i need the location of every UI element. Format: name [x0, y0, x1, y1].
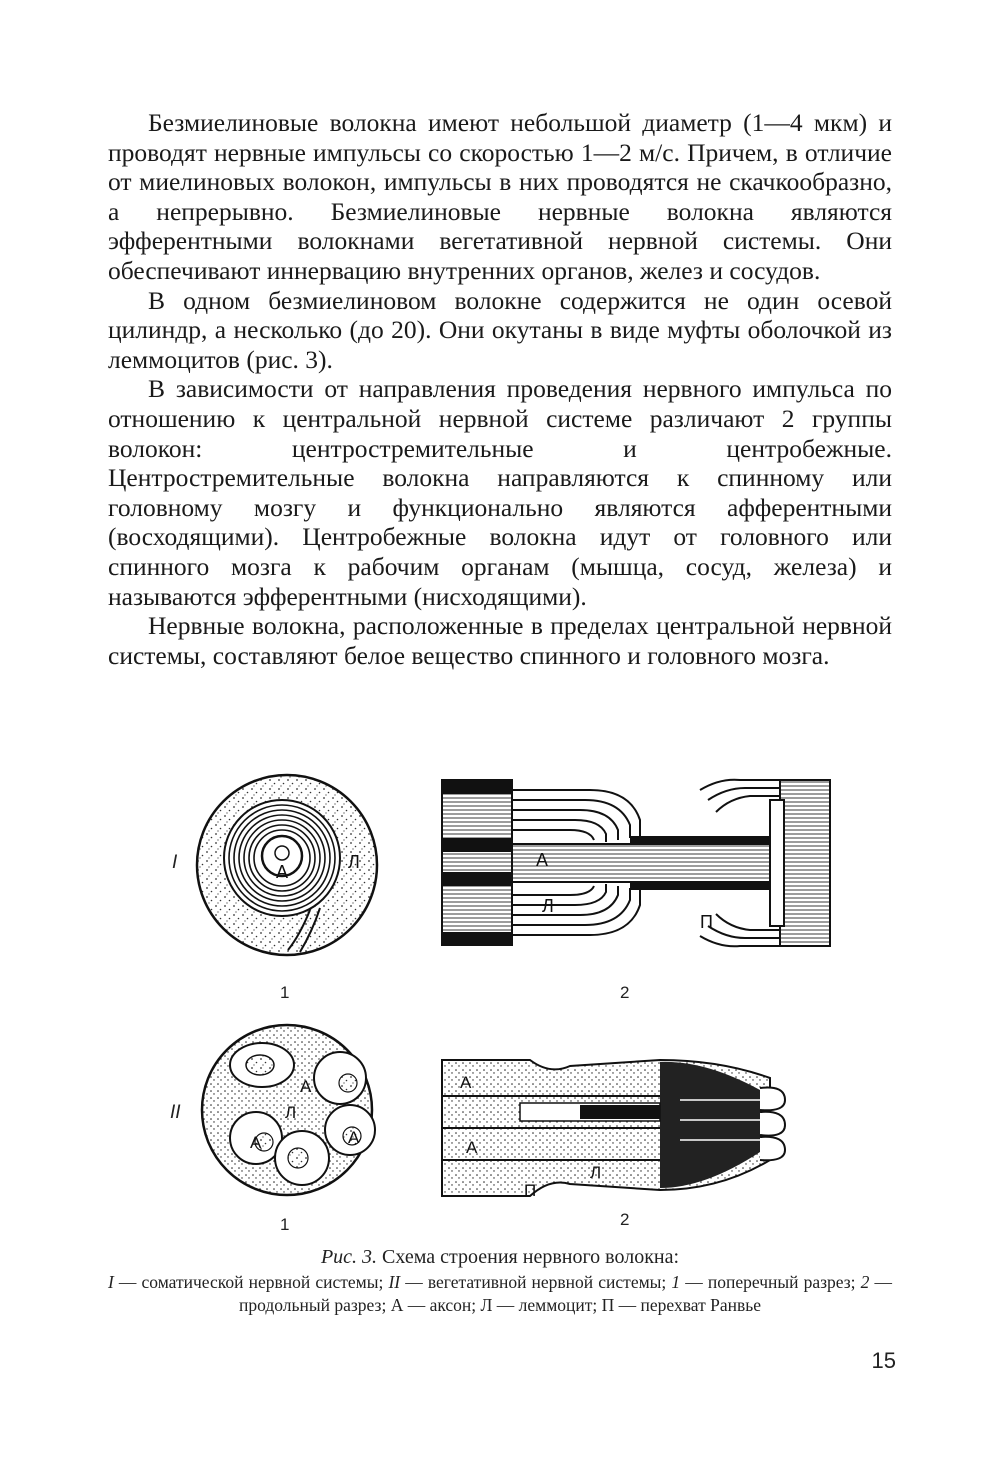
paragraph-4: Нервные волокна, расположенные в пределах центральной нервной системы, составляют белое вещество спинного и головного мозга.: [108, 611, 892, 670]
panel-I-2-longitudinal-section: [442, 778, 830, 948]
figure-nerve-fiber: [160, 760, 840, 1235]
panel-number: 1: [280, 1215, 290, 1234]
label-node: П: [524, 1181, 537, 1200]
label-axon: А: [276, 862, 289, 882]
row-label-II: II: [170, 1102, 181, 1123]
caption-text: — соматической нервной системы;: [113, 1272, 389, 1292]
caption-description: [108, 1271, 892, 1317]
paragraph-2: В одном безмиелиновом волокне содержится не один осевой цилиндр, а несколько (до 20). Они окутаны в виде муфты оболочкой из леммоцитов (рис. 3).: [108, 285, 892, 374]
caption-text: — поперечный разрез;: [680, 1272, 861, 1292]
caption-mark: 1: [671, 1272, 681, 1292]
row-label-I: I: [172, 852, 178, 873]
caption-label: Рис. 3.: [320, 1246, 378, 1268]
panel-number: 2: [620, 983, 630, 1002]
label-lemmocyte: Л: [542, 896, 554, 916]
panel-I-1-cross-section: [197, 775, 377, 955]
label-axon: А: [460, 1073, 472, 1092]
caption-text: — продольный разрез; А — аксон; Л — леммоцит; П — перехват Ранвье: [239, 1272, 893, 1315]
figure-drawing: [160, 760, 840, 1235]
caption-mark: II: [388, 1272, 401, 1292]
label-lemmocyte: Л: [590, 1163, 602, 1182]
panel-number: 2: [620, 1210, 630, 1229]
panel-number: 1: [280, 983, 290, 1002]
caption-text: — вегетативной нервной системы;: [400, 1272, 672, 1292]
caption-mark: I: [108, 1272, 114, 1292]
paragraph-3: В зависимости от направления проведения нервного импульса по отношению к центральной нервной системе различают 2 группы волокон: центростремительные и центробежные. Центростремительные волокна направляются к спинному или головному мозгу и функционально являются афферентными (восходящими). Центробежные волокна идут от головного или спинного мозга к рабочим органам (мышца, сосуд, железа) и называются эфферентными (нисходящими).: [108, 374, 892, 611]
caption-mark: 2: [860, 1272, 870, 1292]
caption-title: Схема строения нервного волокна:: [382, 1246, 680, 1268]
label-node: П: [700, 912, 713, 932]
label-lemmocyte: Л: [348, 852, 360, 872]
label-axon: А: [300, 1077, 312, 1096]
label-axon: А: [536, 850, 549, 870]
panel-II-2-longitudinal-section: [442, 1060, 785, 1200]
panel-II-1-cross-section: [202, 1025, 375, 1195]
paragraph-1: Безмиелиновые волокна имеют небольшой диаметр (1—4 мкм) и проводят нервные импульсы со скоростью 1—2 м/с. Причем, в отличие от миелиновых волокон, импульсы в них проводятся не скачкообразно, а непрерывно. Безмиелиновые нервные волокна являются эфферентными волокнами вегетативной нервной системы. Они обеспечивают иннервацию внутренних органов, желез и сосудов.: [108, 108, 892, 285]
label-axon: А: [466, 1138, 478, 1157]
page-number: 15: [871, 1348, 896, 1373]
label-lemmocyte: Л: [285, 1103, 297, 1122]
label-axon: А: [250, 1133, 262, 1152]
caption-title-line: [108, 1243, 892, 1271]
figure-caption: [108, 1243, 892, 1317]
label-axon: А: [348, 1128, 360, 1147]
body-text: [108, 108, 892, 670]
